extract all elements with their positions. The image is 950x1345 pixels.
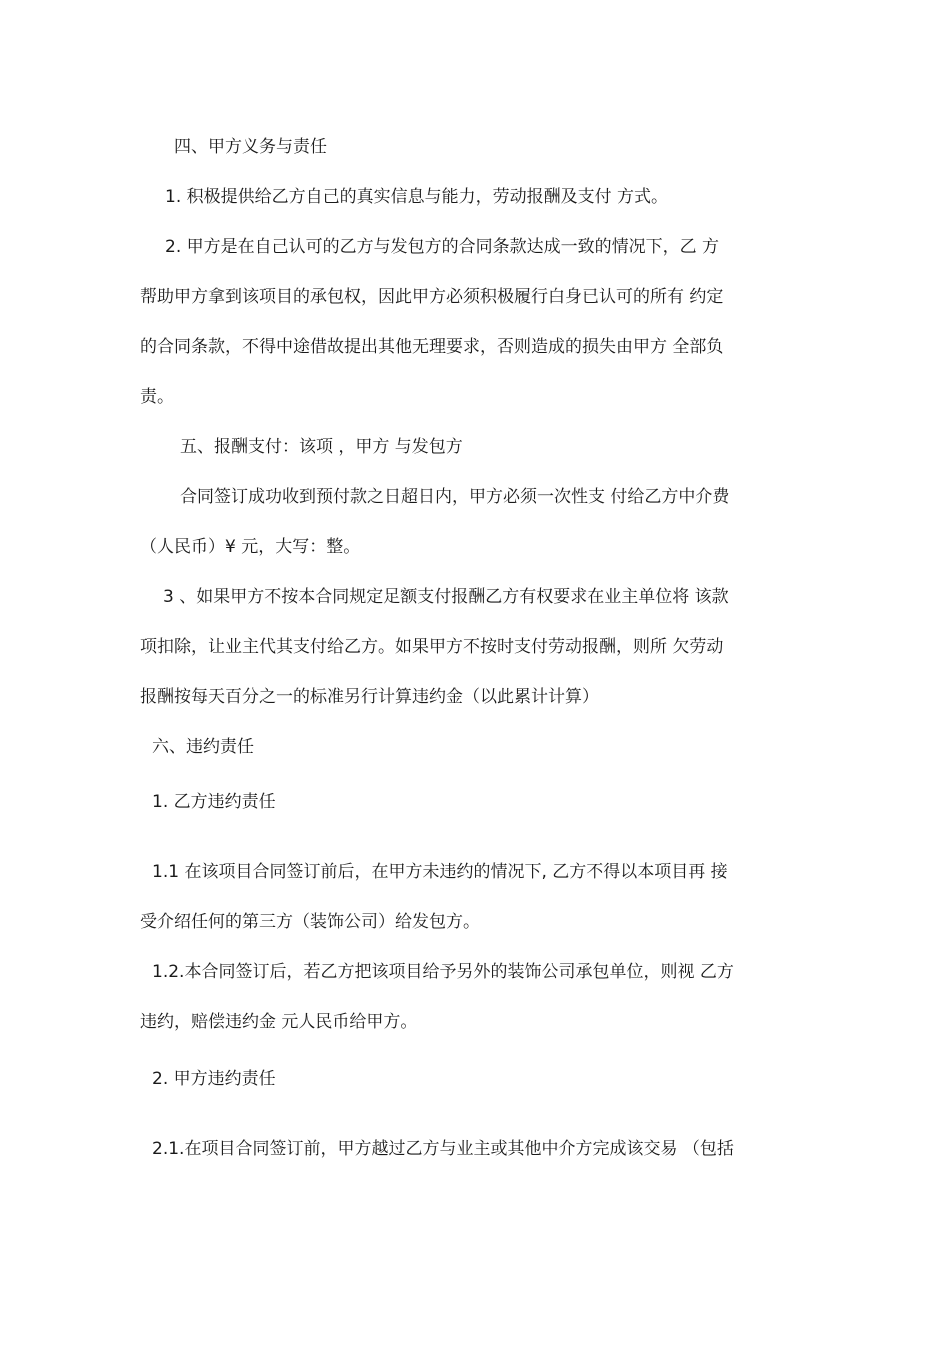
subheading-party-a-breach: 2. 甲方违约责任 [152, 1069, 276, 1089]
clause-a2-line-2: 帮助甲方拿到该项目的承包权，因此甲方必须积极履行白身已认可的所有 约定 [140, 287, 724, 307]
section-heading-party-a-obligations: 四、甲方义务与责任 [174, 137, 327, 157]
clause-2-1-line-1: 2.1.在项目合同签订前，甲方越过乙方与业主或其他中介方完成该交易 （包括 [152, 1139, 734, 1159]
clause-3-line-2: 项扣除，让业主代其支付给乙方。如果甲方不按时支付劳动报酬，则所 欠劳动 [140, 637, 724, 657]
clause-1-2-line-1: 1.2.本合同签订后，若乙方把该项目给予另外的装饰公司承包单位，则视 乙方 [152, 962, 734, 982]
clause-1-1-line-1: 1.1 在该项目合同签订前后，在甲方未违约的情况下, 乙方不得以本项目再 接 [152, 862, 728, 882]
clause-a1: 1. 积极提供给乙方自己的真实信息与能力，劳动报酬及支付 方式。 [165, 187, 669, 207]
clause-a2-line-4: 责。 [140, 387, 174, 407]
clause-3-line-1: 3 、如果甲方不按本合同规定足额支付报酬乙方有权要求在业主单位将 该款 [163, 587, 729, 607]
clause-1-1-line-2: 受介绍任何的第三方（装饰公司）给发包方。 [140, 912, 480, 932]
subheading-party-b-breach: 1. 乙方违约责任 [152, 792, 276, 812]
section-heading-breach: 六、违约责任 [152, 737, 254, 757]
clause-1-2-line-2: 违约，赔偿违约金 元人民币给甲方。 [140, 1012, 418, 1032]
clause-a2-line-3: 的合同条款，不得中途借故提出其他无理要求，否则造成的损失由甲方 全部负 [140, 337, 724, 357]
section-heading-payment: 五、报酬支付：该项 ，甲方 与发包方 [180, 437, 463, 457]
payment-paragraph-line-2: （人民币）¥ 元，大写：整。 [140, 537, 361, 557]
payment-paragraph-line-1: 合同签订成功收到预付款之日超日内，甲方必须一次性支 付给乙方中介费 [180, 487, 730, 507]
clause-a2-line-1: 2. 甲方是在自己认可的乙方与发包方的合同条款达成一致的情况下，乙 方 [165, 237, 720, 257]
clause-3-line-3: 报酬按每天百分之一的标准另行计算违约金（以此累计计算） [140, 687, 599, 707]
